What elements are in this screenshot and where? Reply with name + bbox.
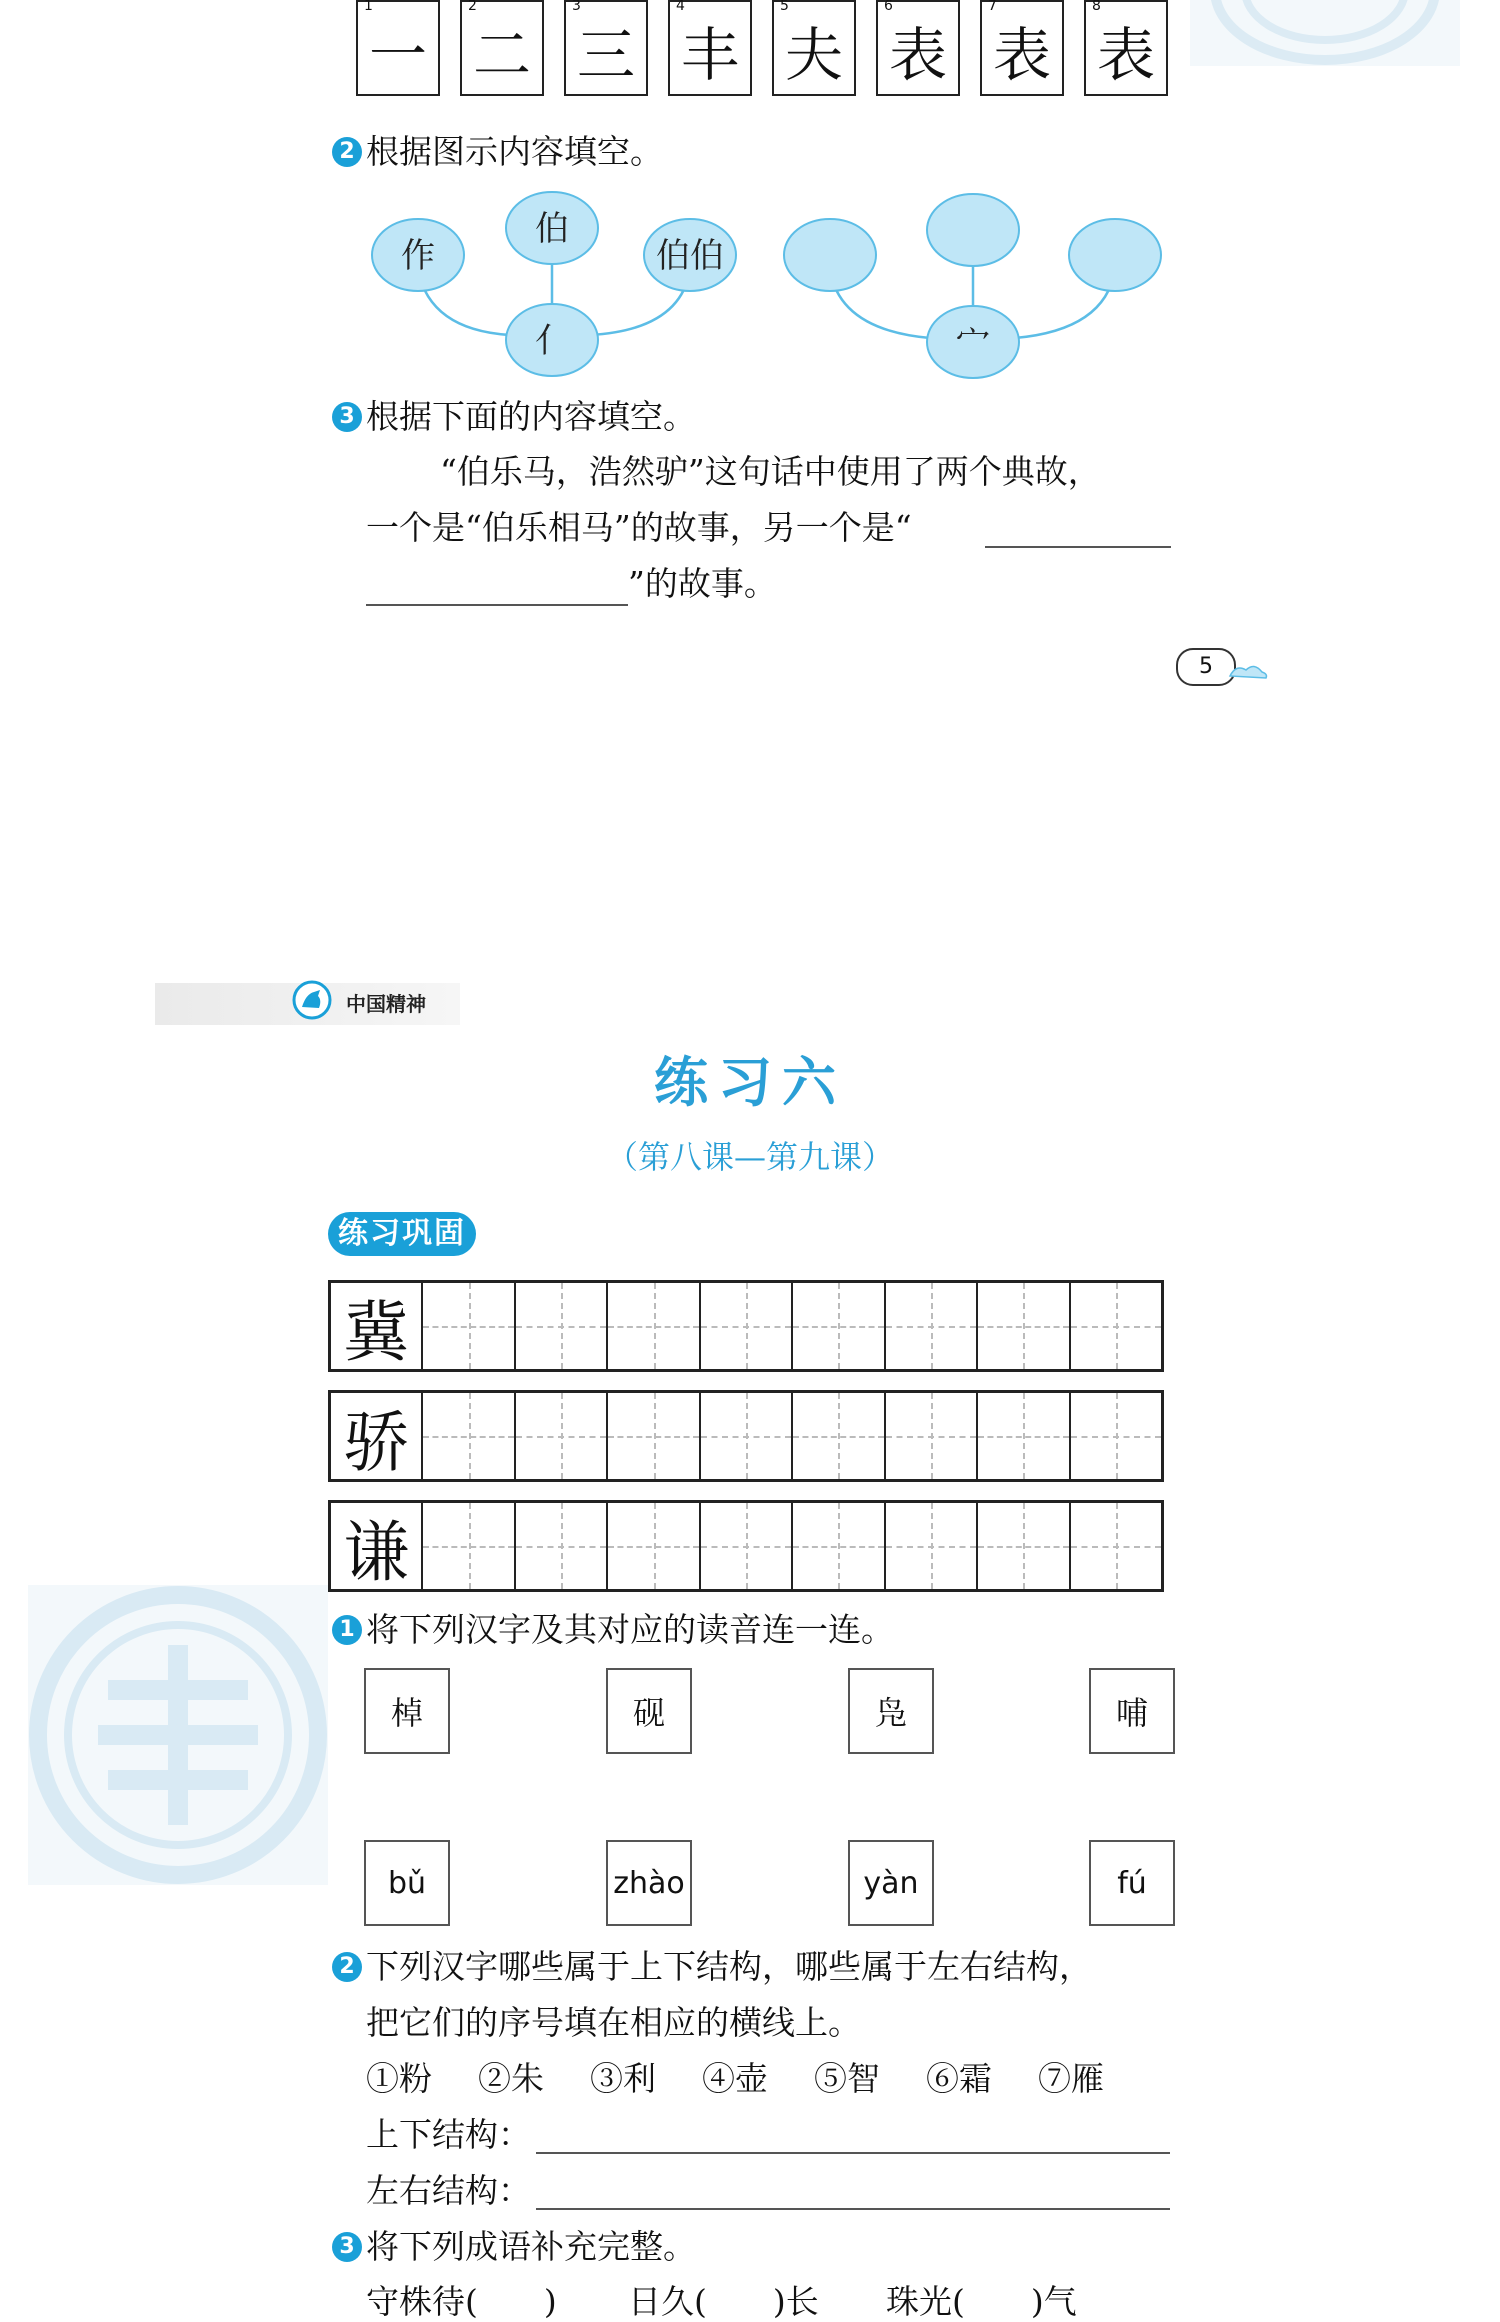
writing-cell[interactable] xyxy=(884,1393,976,1479)
stroke-number: 6 xyxy=(884,0,893,14)
label-top-bottom: 上下结构： xyxy=(366,2115,531,2154)
label-left-right: 左右结构： xyxy=(366,2171,531,2210)
stroke-glyph: 丰 xyxy=(680,21,739,89)
stroke-number: 7 xyxy=(988,0,997,14)
stroke-box xyxy=(1084,0,1168,96)
stroke-number: 2 xyxy=(468,0,477,14)
question-prompt: 将下列成语补充完整。 xyxy=(366,2227,696,2266)
idiom-item[interactable]: 守株待( ) xyxy=(366,2282,557,2321)
stroke-glyph: 表 xyxy=(888,21,947,89)
writing-grid-row xyxy=(328,1390,1164,1482)
match-pinyin-box[interactable]: bǔ xyxy=(364,1840,450,1926)
question-number-badge: 1 xyxy=(332,1615,362,1645)
seal-watermark-icon xyxy=(28,1585,328,1885)
writing-cell[interactable] xyxy=(884,1283,976,1369)
writing-cell[interactable] xyxy=(976,1393,1068,1479)
match-character-box[interactable]: 凫 xyxy=(848,1668,934,1754)
writing-cell[interactable] xyxy=(514,1283,606,1369)
horse-logo-icon xyxy=(292,980,332,1020)
cloud-label-outer-left: 作 xyxy=(401,236,435,276)
stroke-box xyxy=(356,0,440,96)
writing-cell[interactable] xyxy=(606,1393,698,1479)
section-badge: 练习巩固 xyxy=(328,1212,476,1256)
match-character-box[interactable]: 哺 xyxy=(1089,1668,1175,1754)
writing-cell[interactable] xyxy=(1069,1393,1161,1479)
question-prompt: 把它们的序号填在相应的横线上。 xyxy=(366,2003,861,2042)
cloud-label-outer-middle: 伯 xyxy=(535,209,569,249)
stroke-glyph: 表 xyxy=(1096,21,1155,89)
writing-grid-row xyxy=(328,1280,1164,1372)
writing-cell[interactable] xyxy=(421,1283,513,1369)
writing-cell[interactable] xyxy=(606,1283,698,1369)
page-number: 5 xyxy=(1176,648,1236,686)
option-item: ⑦雁 xyxy=(1038,2059,1104,2098)
question-number-badge: 3 xyxy=(332,2232,362,2262)
question-prompt: 将下列汉字及其对应的读音连一连。 xyxy=(366,1610,894,1649)
stroke-number: 3 xyxy=(572,0,581,14)
match-pinyin-box[interactable]: yàn xyxy=(848,1840,934,1926)
stroke-number: 1 xyxy=(364,0,373,14)
idiom-item[interactable]: 日久( )长 xyxy=(628,2282,819,2321)
stroke-box xyxy=(772,0,856,96)
writing-cell[interactable] xyxy=(884,1503,976,1589)
stroke-box xyxy=(876,0,960,96)
writing-cell[interactable] xyxy=(699,1393,791,1479)
stroke-number: 4 xyxy=(676,0,685,14)
option-item: ⑥霜 xyxy=(926,2059,992,2098)
stroke-glyph: 夫 xyxy=(784,21,843,89)
answer-blank[interactable] xyxy=(366,604,628,606)
option-item: ⑤智 xyxy=(814,2059,880,2098)
writing-cell[interactable] xyxy=(1069,1503,1161,1589)
question-prompt: 根据下面的内容填空。 xyxy=(366,397,696,436)
stroke-box xyxy=(460,0,544,96)
writing-cell[interactable] xyxy=(699,1283,791,1369)
writing-cell[interactable] xyxy=(976,1283,1068,1369)
stroke-glyph: 二 xyxy=(472,21,531,89)
answer-blank[interactable] xyxy=(985,546,1171,548)
match-pinyin-box[interactable]: fú xyxy=(1089,1840,1175,1926)
option-item: ②朱 xyxy=(478,2059,544,2098)
stroke-box xyxy=(980,0,1064,96)
match-pinyin-box[interactable]: zhào xyxy=(606,1840,692,1926)
writing-cell[interactable] xyxy=(514,1503,606,1589)
question-number-badge: 2 xyxy=(332,1952,362,1982)
option-item: ④壶 xyxy=(702,2059,768,2098)
writing-cell[interactable] xyxy=(421,1393,513,1479)
question-prompt: 根据图示内容填空。 xyxy=(366,132,663,171)
seal-watermark-icon xyxy=(1190,0,1460,66)
idiom-item[interactable]: 珠光( )气 xyxy=(886,2282,1077,2321)
cloud-decoration-icon xyxy=(1228,660,1268,682)
writing-cell[interactable] xyxy=(514,1393,606,1479)
writing-cell[interactable] xyxy=(791,1393,883,1479)
passage-line: ”的故事。 xyxy=(628,564,777,603)
stroke-box xyxy=(564,0,648,96)
cloud-label-center-right: 宀 xyxy=(956,323,990,363)
passage-line: 一个是“伯乐相马”的故事，另一个是“ xyxy=(366,508,912,547)
writing-cell[interactable] xyxy=(791,1283,883,1369)
header-logo-text: 中国精神 xyxy=(346,992,426,1016)
question-number-badge: 2 xyxy=(332,137,362,167)
model-character: 冀 xyxy=(343,1293,410,1371)
stroke-number: 5 xyxy=(780,0,789,14)
model-character: 谦 xyxy=(343,1513,410,1591)
cloud-label-outer-right: 伯伯 xyxy=(656,236,724,276)
writing-cell[interactable] xyxy=(606,1503,698,1589)
option-item: ③利 xyxy=(590,2059,656,2098)
option-item: ①粉 xyxy=(366,2059,432,2098)
answer-line-top-bottom[interactable] xyxy=(536,2152,1170,2154)
stroke-number: 8 xyxy=(1092,0,1101,14)
match-character-box[interactable]: 棹 xyxy=(364,1668,450,1754)
stroke-box xyxy=(668,0,752,96)
cloud-label-center: 亻 xyxy=(535,321,569,361)
match-character-box[interactable]: 砚 xyxy=(606,1668,692,1754)
stroke-glyph: 三 xyxy=(576,21,635,89)
stroke-glyph: 表 xyxy=(992,21,1051,89)
writing-grid-row xyxy=(328,1500,1164,1592)
writing-cell[interactable] xyxy=(791,1503,883,1589)
writing-cell[interactable] xyxy=(976,1503,1068,1589)
model-character: 骄 xyxy=(343,1403,410,1481)
writing-cell[interactable] xyxy=(1069,1283,1161,1369)
question-prompt: 下列汉字哪些属于上下结构，哪些属于左右结构， xyxy=(366,1947,1092,1986)
passage-line: “伯乐马，浩然驴”这句话中使用了两个典故， xyxy=(440,452,1101,491)
character-cloud-diagram xyxy=(360,180,1180,380)
stroke-glyph: 一 xyxy=(368,21,427,89)
stroke-order-row xyxy=(356,0,1186,96)
exercise-title: 练习六 xyxy=(654,1051,846,1114)
writing-cell[interactable] xyxy=(421,1503,513,1589)
answer-line-left-right[interactable] xyxy=(536,2208,1170,2210)
question-number-badge: 3 xyxy=(332,402,362,432)
writing-cell[interactable] xyxy=(699,1503,791,1589)
exercise-subtitle: （第八课—第九课） xyxy=(605,1138,894,1176)
